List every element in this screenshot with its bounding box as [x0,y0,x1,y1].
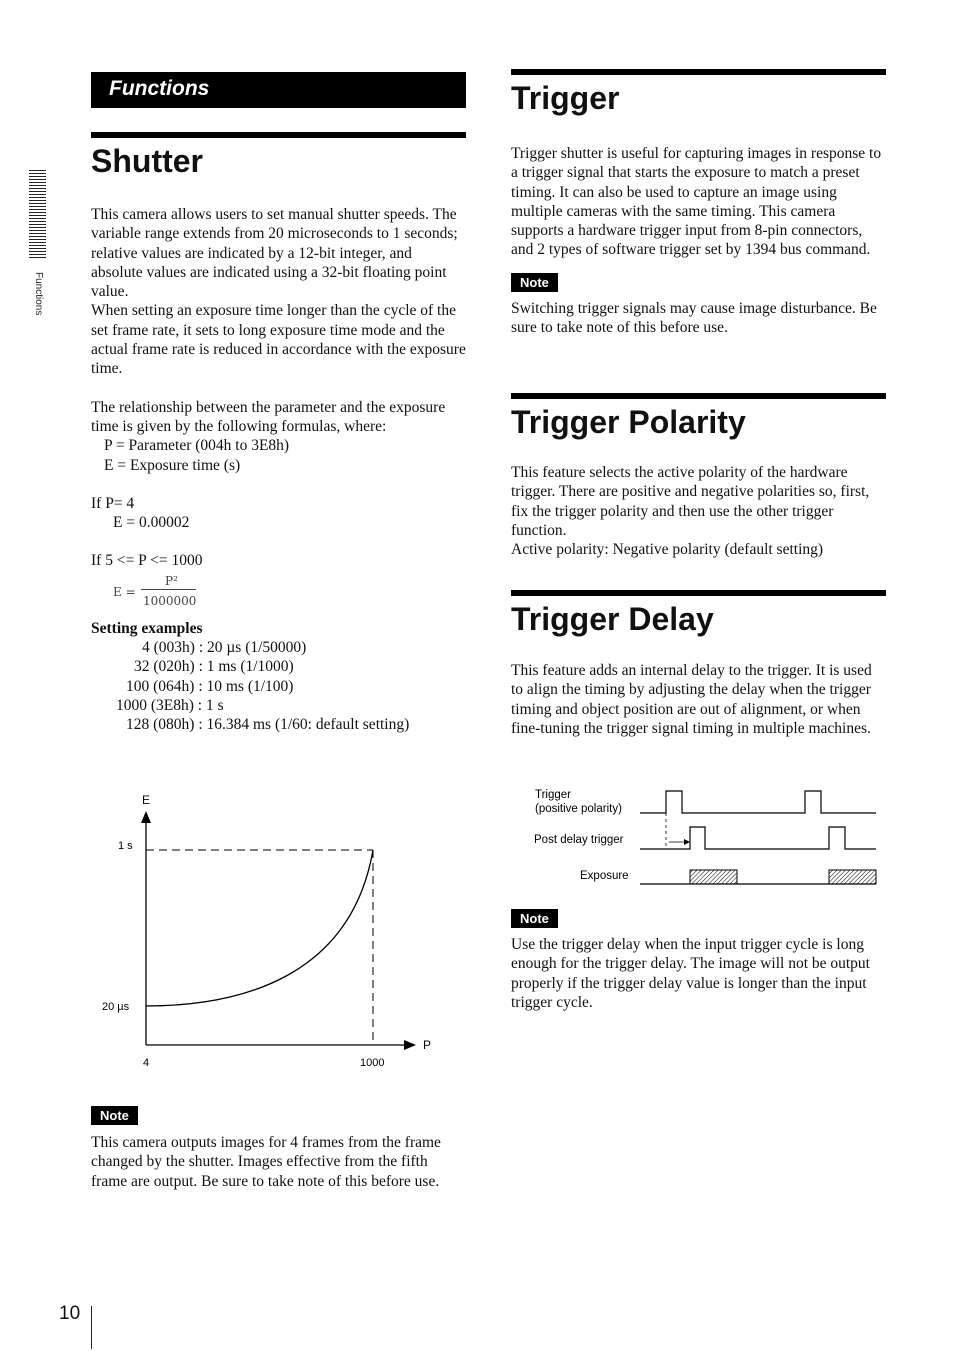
relationship-text: The relationship between the parameter and the exposure time is given by the following formulas, where: [91,398,446,435]
shutter-intro: This camera allows users to set manual shutter speeds. The variable range extends from 20 microseconds to 1 seconds; relative values are indicated by a 12-bit integer, and absolute values are indicated using a 32-bit floating point value. [91,206,458,301]
example-item: 32 (020h) : 1 ms (1/1000) [134,658,294,676]
example-item: 128 (080h) : 16.384 ms (1/60: default setting) [126,716,410,734]
graph-x-axis-label: P [423,1038,432,1052]
polarity-default: Active polarity: Negative polarity (default setting) [511,541,824,559]
trigger-delay-note [511,909,886,1012]
side-tab-stripes [29,170,46,258]
page-number: 10 [59,1303,81,1324]
note-text: This camera outputs images for 4 frames from the frame changed by the shutter. Images effective from the fifth frame are output. Be sure to take note of this before use. [91,1134,441,1190]
formula-lhs: E = [113,584,136,599]
formula-fraction-bar [141,589,196,590]
note-badge: Note [91,1106,138,1125]
polarity-text: This feature selects the active polarity of the hardware trigger. There are positive and negative polarities so, first, fix the trigger polarity and then use the other trigger function. [511,464,870,539]
trigger-signal-line [640,791,876,813]
delay-arrow-icon [684,839,690,845]
example-item: 4 (003h) : 20 µs (1/50000) [142,639,307,657]
shutter-note [91,1106,466,1191]
trigger-delay-text: This feature adds an internal delay to the trigger. It is used to align the timing by adjusting the delay when the trigger timing and object position are out of alignment, or when fine-tuning the trigger signal timing in multiple machines. [511,662,872,737]
note-badge: Note [511,909,558,928]
graph-y-arrow-icon [141,811,151,823]
shutter-body [91,205,466,736]
graph-y-axis-label: E [142,793,151,807]
graph-x-tick-right: 1000 [360,1057,385,1069]
exposure-block [690,870,737,884]
definition-p: P = Parameter (004h to 3E8h) [104,437,290,455]
trigger-polarity-heading: Trigger Polarity [511,393,886,441]
graph-y-tick-top: 1 s [118,840,133,852]
trigger-delay-heading: Trigger Delay [511,590,886,638]
graph-curve [146,850,373,1006]
post-delay-signal-line [640,827,876,849]
trigger-polarity-body [511,463,886,559]
graph-y-tick-bottom: 20 µs [102,1001,130,1013]
formula [91,571,466,613]
diagram-post-delay-label: Post delay trigger [534,834,624,846]
shutter-intro-2: When setting an exposure time longer than the cycle of the set frame rate, it sets to long exposure time mode and the actual frame rate is reduced in accordance with the exposure time. [91,302,466,378]
condition-1-result: E = 0.00002 [113,514,190,532]
formula-denominator: 1000000 [143,593,197,608]
trigger-text: Trigger shutter is useful for capturing images in response to a trigger signal that starts the exposure to match a preset timing. It can also be used to capture an image using multiple cameras with the same timing. This camera supports a hardware trigger input from 8-pin connectors, and 2 types of software trigger set by 1394 bus command. [511,145,882,259]
note-text: Switching trigger signals may cause image disturbance. Be sure to take note of this before use. [511,299,877,337]
shutter-heading: Shutter [91,132,466,180]
condition-1: If P= 4 [91,494,135,512]
page-number-rule [91,1306,92,1349]
diagram-trigger-label: Trigger [535,789,571,801]
exposure-curve-graph [91,787,466,1077]
graph-x-arrow-icon [404,1040,416,1050]
definition-e: E = Exposure time (s) [104,456,241,474]
example-item: 1000 (3E8h) : 1 s [116,696,224,714]
section-banner: Functions [91,72,466,108]
exposure-block [829,870,876,884]
examples-list [91,638,466,736]
left-column [91,72,466,1190]
diagram-exposure-label: Exposure [580,870,629,882]
condition-2: If 5 <= P <= 1000 [91,552,203,570]
trigger-heading: Trigger [511,69,886,117]
diagram-trigger-polarity-label: (positive polarity) [535,803,622,815]
note-text: Use the trigger delay when the input trigger cycle is long enough for the trigger delay. The image will not be output properly if the trigger delay value is longer than the input trigger cycle. [511,936,870,1011]
example-item: 100 (064h) : 10 ms (1/100) [126,677,294,695]
trigger-timing-diagram [511,780,886,890]
formula-numerator: P² [165,573,178,588]
note-badge: Note [511,273,558,292]
graph-x-tick-left: 4 [143,1057,150,1069]
examples-title: Setting examples [91,619,203,637]
trigger-note [511,273,886,338]
right-column [511,69,886,1011]
side-tab-label: Functions [33,272,44,316]
